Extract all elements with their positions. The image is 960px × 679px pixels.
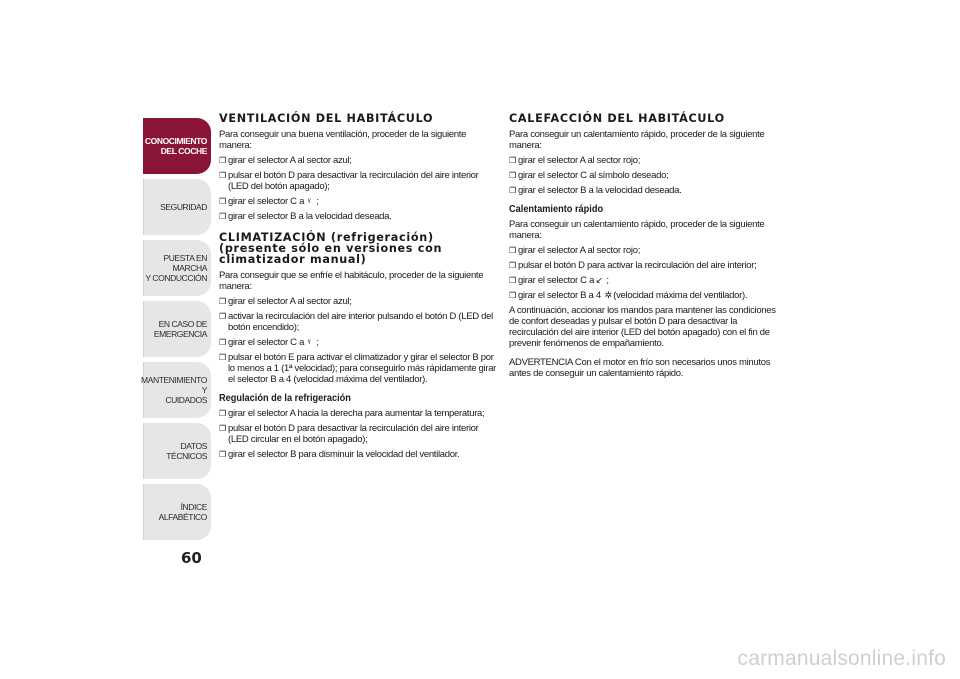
tab-label: DATOS TÉCNICOS xyxy=(166,441,207,461)
list-item-text: girar el selector C al símbolo deseado; xyxy=(518,170,669,181)
warning-paragraph: ADVERTENCIA Con el motor en frío son necesarios unos minutos antes de conseguir un calentamiento rápido. xyxy=(509,357,771,379)
left-column xyxy=(219,113,501,464)
list-item-text: pulsar el botón D para activar la recirculación del aire interior; xyxy=(518,260,757,271)
list-item xyxy=(219,296,501,307)
tab-label: ÍNDICE ALFABÉTICO xyxy=(158,502,207,522)
section-title-calefaccion: CALEFACCIÓN DEL HABITÁCULO xyxy=(509,112,725,125)
tab-puesta-en-marcha[interactable] xyxy=(143,240,211,296)
section-subtitle-climatizacion: (presente sólo en versiones con xyxy=(219,242,443,255)
list-item xyxy=(509,245,784,256)
paragraph: Para conseguir una buena ventilación, proceder de la siguiente manera: xyxy=(219,129,467,151)
list-item-text: girar el selector C a xyxy=(228,337,305,348)
list-item-text: girar el selector A hacia la derecha para aumentar la temperatura; xyxy=(228,408,485,419)
tab-datos-tecnicos[interactable] xyxy=(143,423,211,479)
list-item: ❒ girar el selector C a ᵞ ; xyxy=(219,196,319,207)
list-item-text: girar el selector B a 4 xyxy=(518,290,601,301)
tab-indice-alfabetico[interactable] xyxy=(143,484,211,540)
list-item: ❒ girar el selector C a↙ ; xyxy=(509,275,609,286)
list-item-text: girar el selector C a xyxy=(518,275,595,286)
list-item-text: girar el selector B a la velocidad deseada. xyxy=(228,211,392,222)
face-vent-icon: ᵞ xyxy=(307,196,311,206)
paragraph: Para conseguir que se enfríe el habitáculo, proceder de la siguiente manera: xyxy=(219,270,484,292)
checkbox-bullet-icon: ❒ xyxy=(219,353,226,362)
list-item xyxy=(219,311,501,333)
checkbox-bullet-icon: ❒ xyxy=(509,291,516,300)
list-item-text: girar el selector A al sector rojo; xyxy=(518,155,641,166)
checkbox-bullet-icon: ❒ xyxy=(219,197,226,206)
checkbox-bullet-icon: ❒ xyxy=(509,246,516,255)
tab-mantenimiento[interactable] xyxy=(143,362,211,418)
list-item xyxy=(509,260,784,271)
feet-vent-icon: ↙ xyxy=(595,275,603,285)
list-item xyxy=(219,449,501,460)
section-title-climatizacion: CLIMATIZACIÓN (refrigeración) xyxy=(219,231,434,244)
list-item-text: pulsar el botón D para desactivar la recirculación del aire interior (LED del botón apagado); xyxy=(228,170,479,192)
list-item xyxy=(219,408,501,419)
checkbox-bullet-icon: ❒ xyxy=(219,212,226,221)
list-item xyxy=(219,211,501,222)
list-item-text: pulsar el botón E para activar el climatizador y girar el selector B por lo menos a 1 (1ª velocidad); para conseguirlo más rápidamente girar el selector B a 4 (velocidad máxima del ventilador). xyxy=(228,352,497,385)
watermark: carmanualsonline.info xyxy=(737,647,946,670)
list-item xyxy=(509,185,784,196)
tab-label: EN CASO DE EMERGENCIA xyxy=(153,319,207,339)
list-item xyxy=(509,170,784,181)
checkbox-bullet-icon: ❒ xyxy=(219,450,226,459)
tab-label: SEGURIDAD xyxy=(160,202,207,212)
list-item xyxy=(219,352,501,385)
list-item-text: girar el selector A al sector azul; xyxy=(228,155,352,166)
list-item xyxy=(219,155,501,166)
list-item xyxy=(509,155,784,166)
paragraph: Para conseguir un calentamiento rápido, proceder de la siguiente manera: xyxy=(509,219,765,241)
tab-label: MANTENIMIENTO Y CUIDADOS xyxy=(141,375,207,405)
page-number: 60 xyxy=(181,549,202,567)
checkbox-bullet-icon: ❒ xyxy=(509,276,516,285)
list-item-text: girar el selector B para disminuir la velocidad del ventilador. xyxy=(228,449,460,460)
checkbox-bullet-icon: ❒ xyxy=(509,186,516,195)
tab-conocimiento-del-coche[interactable] xyxy=(143,118,211,174)
subsection-title-calentamiento-rapido: Calentamiento rápido xyxy=(509,204,604,215)
list-item: ❒ girar el selector C a ᵞ ; xyxy=(219,337,319,348)
fan-max-icon: ✲ xyxy=(604,290,612,300)
list-item-text: (velocidad máxima del ventilador). xyxy=(613,290,748,301)
checkbox-bullet-icon: ❒ xyxy=(509,261,516,270)
face-vent-icon: ᵞ xyxy=(307,337,311,347)
checkbox-bullet-icon: ❒ xyxy=(219,312,226,321)
checkbox-bullet-icon: ❒ xyxy=(219,171,226,180)
list-item xyxy=(219,170,501,192)
list-item xyxy=(219,423,501,445)
tab-en-caso-de-emergencia[interactable] xyxy=(143,301,211,357)
subsection-title-regulacion: Regulación de la refrigeración xyxy=(219,393,351,404)
checkbox-bullet-icon: ❒ xyxy=(219,297,226,306)
list-item xyxy=(509,290,784,301)
section-title-ventilacion: VENTILACIÓN DEL HABITÁCULO xyxy=(219,112,434,125)
list-item-text: girar el selector B a la velocidad deseada. xyxy=(518,185,682,196)
list-item-text: activar la recirculación del aire interior pulsando el botón D (LED del botón encendido); xyxy=(228,311,493,333)
list-item-text: pulsar el botón D para desactivar la recirculación del aire interior (LED circular en el botón apagado); xyxy=(228,423,479,445)
paragraph: A continuación, accionar los mandos para mantener las condiciones de confort deseadas y pulsar el botón D para desactivar la recirculación del aire interior (LED del botón apagado) con el fin de prevenir fenómenos de empañamiento. xyxy=(509,305,776,349)
paragraph: Para conseguir un calentamiento rápido, proceder de la siguiente manera: xyxy=(509,129,765,151)
list-item-text: girar el selector C a xyxy=(228,196,305,207)
checkbox-bullet-icon: ❒ xyxy=(219,156,226,165)
checkbox-bullet-icon: ❒ xyxy=(509,156,516,165)
checkbox-bullet-icon: ❒ xyxy=(219,338,226,347)
tab-label: PUESTA EN MARCHA Y CONDUCCIÓN xyxy=(145,253,207,283)
list-item-text: girar el selector A al sector azul; xyxy=(228,296,352,307)
section-subtitle-climatizacion-2: climatizador manual) xyxy=(219,253,367,266)
list-item-text: girar el selector A al sector rojo; xyxy=(518,245,641,256)
tab-seguridad[interactable] xyxy=(143,179,211,235)
checkbox-bullet-icon: ❒ xyxy=(219,409,226,418)
checkbox-bullet-icon: ❒ xyxy=(509,171,516,180)
tab-label: CONOCIMIENTO DEL COCHE xyxy=(144,136,207,156)
right-column xyxy=(509,113,784,383)
checkbox-bullet-icon: ❒ xyxy=(219,424,226,433)
